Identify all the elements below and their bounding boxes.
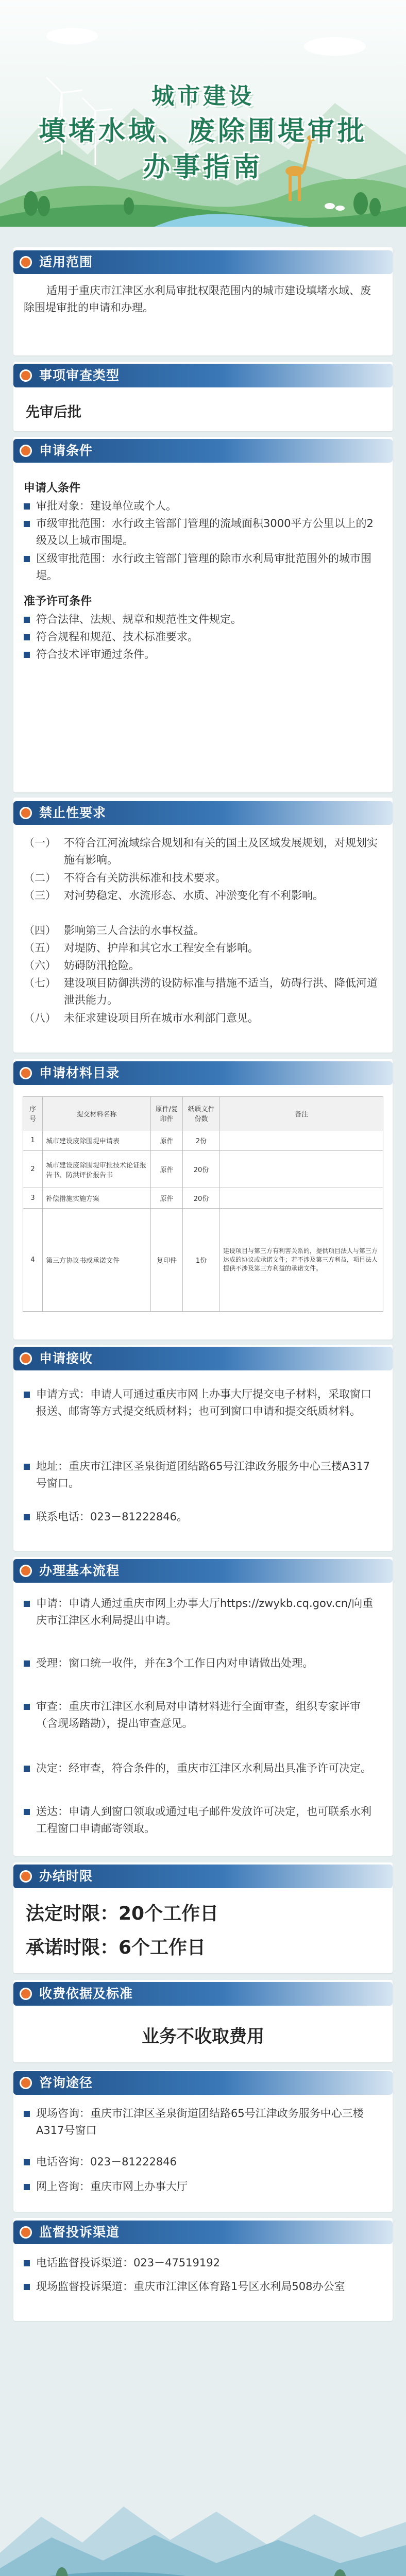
review-type-value: 先审后批 (26, 404, 81, 420)
header-dot-icon (20, 2077, 32, 2089)
column-header: 备注 (220, 1097, 383, 1130)
header-dot-icon (20, 1870, 32, 1883)
column-header: 纸质文件份数 (183, 1097, 220, 1130)
cell-note (220, 1130, 383, 1151)
prohibition-item (24, 940, 379, 957)
process-step: 送达：申请人到窗口领取或通过电子邮件发放许可决定，也可联系水利工程窗口申请邮寄领取。 (24, 1803, 379, 1837)
prohibition-item (24, 887, 379, 904)
materials-header (13, 1061, 393, 1085)
consult-heading: 咨询途径 (39, 2075, 93, 2090)
prohibition-text: 妨碍防汛抢险。 (64, 959, 140, 972)
acceptance-header (13, 1347, 393, 1370)
prohibition-text: 影响第三人合法的水事权益。 (64, 924, 205, 937)
header-dot-icon (20, 1988, 32, 2000)
process-heading: 办理基本流程 (39, 1563, 120, 1578)
conditions-heading: 申请条件 (39, 443, 93, 458)
cell-copies: 20份 (183, 1188, 220, 1209)
process-header (13, 1559, 393, 1583)
cell-note: 建设项目与第三方有利害关系的，提供项目法人与第三方达成的协议或承诺文件；若不涉及第三方利益，项目法人提供不涉及第三方利益的承诺文件。 (220, 1209, 383, 1312)
scope-header (13, 250, 393, 274)
column-header: 序号 (23, 1097, 43, 1130)
complaint-item: 电话监督投诉渠道：023－47519192 (24, 2255, 379, 2272)
cell-name: 城市建设废除围堤申请表 (43, 1130, 151, 1151)
hero-title-line-1: 城市建设 (151, 83, 255, 109)
prohibition-item (24, 975, 379, 1009)
prohibition-item (24, 1010, 379, 1027)
fees-heading: 收费依据及标准 (39, 1986, 133, 2001)
approval-condition-item: 符合技术评审通过条件。 (24, 646, 379, 663)
header-dot-icon (20, 369, 32, 382)
table-row (23, 1188, 383, 1209)
cell-no: 3 (23, 1188, 43, 1209)
cell-no: 1 (23, 1130, 43, 1151)
prohibition-text: 未征求建设项目所在城市水利部门意见。 (64, 1012, 259, 1024)
approval-conditions-title: 准予许可条件 (24, 595, 92, 608)
process-step: 受理：窗口统一收件，并在3个工作日内对申请做出处理。 (24, 1655, 379, 1672)
cell-type: 原件 (151, 1151, 183, 1188)
cell-no: 2 (23, 1151, 43, 1188)
cell-no: 4 (23, 1209, 43, 1312)
header-dot-icon (20, 1352, 32, 1365)
cell-type: 原件 (151, 1188, 183, 1209)
acceptance-item: 申请方式：申请人可通过重庆市网上办事大厅提交电子材料，采取窗口报送、邮寄等方式提交纸质材料；也可到窗口申请和提交纸质材料。 (24, 1386, 379, 1420)
hero-banner (0, 0, 406, 227)
table-row (23, 1209, 383, 1312)
approval-condition-item: 符合规程和规范、技术标准要求。 (24, 629, 379, 646)
scope-text: 适用于重庆市江津区水利局审批权限范围内的城市建设填堵水域、废除围堤审批的申请和办理。 (24, 284, 371, 314)
materials-table (23, 1096, 383, 1312)
prohibition-number: （八） (24, 1012, 56, 1024)
process-step: 决定：经审查，符合条件的，重庆市江津区水利局出具准予许可决定。 (24, 1760, 379, 1777)
prohibition-text: 不符合江河流域综合规划和有关的国土及区域发展规划，对规划实施有影响。 (64, 837, 378, 866)
prohibition-text: 建设项目防御洪涝的设防标准与措施不适当，妨碍行洪、降低河道泄洪能力。 (64, 977, 378, 1006)
prohibitions-header (13, 801, 393, 825)
prohibition-number: （六） (24, 959, 56, 972)
header-dot-icon (20, 445, 32, 457)
cell-copies: 20份 (183, 1151, 220, 1188)
legal-time-limit: 法定时限：20个工作日 (26, 1903, 219, 1924)
prohibition-item (24, 870, 379, 887)
prohibition-item (24, 957, 379, 974)
column-header: 提交材料名称 (43, 1097, 151, 1130)
process-step: 审查：重庆市江津区水利局对申请材料进行全面审查，组织专家评审（含现场踏勘），提出审查意见。 (24, 1698, 379, 1732)
complaint-item: 现场监督投诉渠道：重庆市江津区体育路1号区水利局508办公室 (24, 2278, 379, 2295)
acceptance-item: 地址：重庆市江津区圣泉街道团结路65号江津政务服务中心三楼A317号窗口。 (24, 1458, 379, 1492)
scope-heading: 适用范围 (39, 255, 93, 269)
cell-name: 第三方协议书或承诺文件 (43, 1209, 151, 1312)
conditions-header (13, 439, 393, 463)
approval-condition-item: 符合法律、法规、规章和规范性文件规定。 (24, 611, 379, 628)
column-header: 原件/复印件 (151, 1097, 183, 1130)
complaint-header (13, 2221, 393, 2244)
header-dot-icon (20, 2226, 32, 2239)
promised-time-limit: 承诺时限：6个工作日 (26, 1937, 206, 1958)
header-dot-icon (20, 807, 32, 819)
time-limit-heading: 办结时限 (39, 1869, 93, 1884)
consult-item: 现场咨询：重庆市江津区圣泉街道团结路65号江津政务服务中心三楼A317号窗口 (24, 2105, 379, 2139)
header-dot-icon (20, 1067, 32, 1079)
cell-note (220, 1188, 383, 1209)
applicant-condition-item: 区级审批范围：水行政主管部门管理的除市水利局审批范围外的城市围堤。 (24, 550, 379, 584)
prohibition-number: （一） (24, 837, 56, 849)
prohibitions-heading: 禁止性要求 (39, 805, 107, 820)
footer-landscape (0, 2481, 406, 2576)
materials-heading: 申请材料目录 (39, 1065, 120, 1080)
table-header-row (23, 1097, 383, 1130)
review-type-header (13, 364, 393, 387)
cell-note (220, 1151, 383, 1188)
prohibition-item (24, 835, 379, 869)
acceptance-item: 联系电话：023－81222846。 (24, 1509, 379, 1526)
table-row (23, 1130, 383, 1151)
prohibition-text: 不符合有关防洪标准和技术要求。 (64, 872, 226, 884)
cell-copies: 1份 (183, 1209, 220, 1312)
table-row (23, 1151, 383, 1188)
prohibition-number: （五） (24, 942, 56, 954)
prohibition-number: （三） (24, 889, 56, 902)
prohibition-text: 对河势稳定、水流形态、水质、冲淤变化有不利影响。 (64, 889, 324, 902)
header-dot-icon (20, 256, 32, 268)
time-limit-header (13, 1865, 393, 1888)
fees-header (13, 1982, 393, 2006)
hero-title-line-3: 办事指南 (143, 152, 263, 183)
applicant-condition-item: 审批对象：建设单位或个人。 (24, 498, 379, 515)
consult-header (13, 2071, 393, 2095)
process-step: 申请：申请人通过重庆市网上办事大厅https://zwykb.cq.gov.cn/向重庆市江津区水利局提出申请。 (24, 1595, 379, 1629)
prohibition-number: （七） (24, 977, 56, 989)
cell-copies: 2份 (183, 1130, 220, 1151)
prohibition-number: （四） (24, 924, 56, 937)
fees-value: 业务不收取费用 (142, 2026, 264, 2047)
header-dot-icon (20, 1565, 32, 1577)
hero-title-line-2: 填堵水域、废除围堤审批 (38, 116, 367, 147)
cell-type: 复印件 (151, 1209, 183, 1312)
footer-mountains-illustration (0, 2481, 406, 2576)
consult-item: 电话咨询：023－81222846 (24, 2154, 379, 2171)
prohibition-number: （二） (24, 872, 56, 884)
cell-name: 城市建设废除围堤审批技术论证报告书、防洪评价报告书 (43, 1151, 151, 1188)
prohibition-text: 对堤防、护岸和其它水工程安全有影响。 (64, 942, 259, 954)
applicant-condition-item: 市级审批范围：水行政主管部门管理的流域面积3000平方公里以上的2级及以上城市围堤。 (24, 515, 379, 549)
applicant-conditions-title: 申请人条件 (24, 482, 81, 495)
cell-type: 原件 (151, 1130, 183, 1151)
review-type-heading: 事项审查类型 (39, 368, 120, 383)
acceptance-heading: 申请接收 (39, 1351, 93, 1366)
cell-name: 补偿措施实施方案 (43, 1188, 151, 1209)
complaint-heading: 监督投诉渠道 (39, 2225, 120, 2240)
prohibition-item (24, 922, 379, 939)
consult-item: 网上咨询：重庆市网上办事大厅 (24, 2178, 379, 2195)
